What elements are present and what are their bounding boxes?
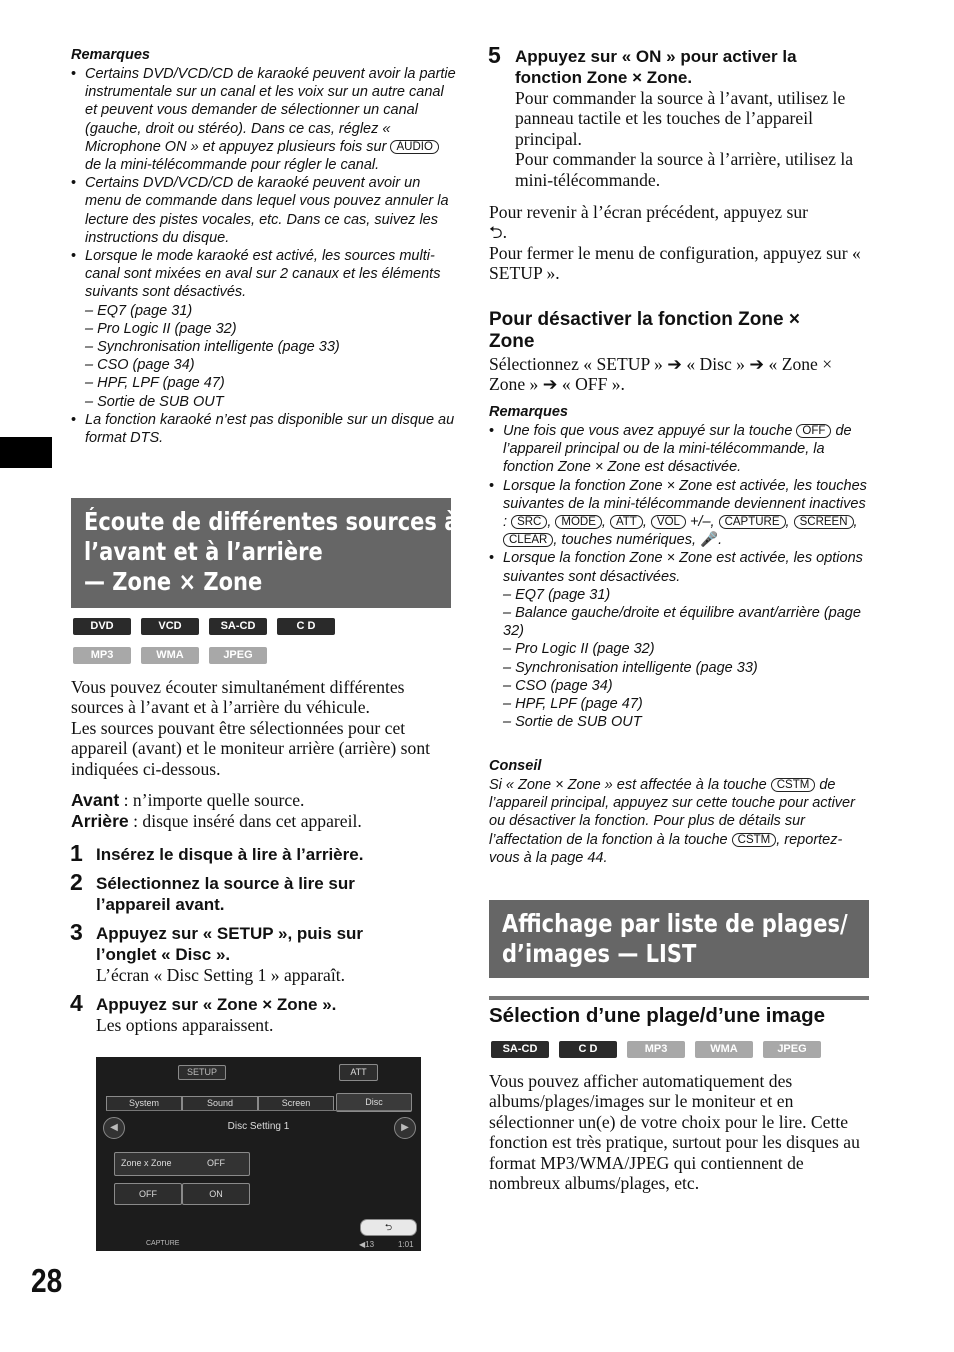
remark-item: • Lorsque le mode karaoké est activé, les sources multi-canal sont mixées en aval sur 2 canaux et les éléments suivants sont désactivés. – EQ7 (page 31) – Pro Logic II (page 32) – Synchronisation intelligente (page 33) – CSO (page 34) – HPF, LPF (page 47) – Sortie de SUB OUT — [71, 247, 456, 411]
microphone-icon: 🎤 — [700, 532, 719, 549]
step-text: Sélectionnez la source à lire sur l’appareil avant. — [96, 874, 355, 914]
setup-button[interactable]: SETUP — [178, 1065, 226, 1080]
att-button[interactable]: ATT — [339, 1064, 378, 1081]
section-title-line: — Zone × Zone — [84, 567, 263, 596]
att-key: ATT — [610, 515, 643, 529]
remarks-heading: Remarques — [71, 47, 150, 63]
remark-item: • Certains DVD/VCD/CD de karaoké peuvent avoir la partie instrumentale sur un canal et les voix sur un autre canal et peuvent vous demander de sélectionner un canal (gauche, droit ou stéréo). Dans ce cas, réglez « Microphone ON » et appuyez plusieurs fois sur AUDIO de la mini-télécommande pour régler le canal. — [71, 65, 456, 174]
cstm-key: CSTM — [732, 833, 777, 847]
section-title-box — [71, 498, 459, 608]
badge-wma: WMA — [695, 1041, 753, 1058]
step-number: 1 — [70, 840, 83, 866]
media-badges-row2 — [73, 645, 267, 664]
badge-vcd: VCD — [141, 618, 199, 635]
sub-item: – CSO (page 34) — [503, 677, 613, 694]
step-text: Insérez le disque à lire à l’arrière. — [96, 845, 364, 864]
step-sub: L’écran « Disc Setting 1 » apparaît. — [96, 965, 346, 985]
sub-item: – Pro Logic II (page 32) — [503, 641, 655, 658]
section-title-line: Écoute de différentes sources à — [84, 507, 459, 536]
sub-item: – HPF, LPF (page 47) — [85, 375, 225, 392]
remarks-list — [489, 422, 869, 731]
intro-text: Vous pouvez écouter simultanément différentes sources à l’avant et à l’arrière du véhicule. Les sources pouvant être sélectionnées pour cet appareil (avant) et le moniteur arrière (arrière) sont indiquées ci-dessous. — [71, 677, 431, 779]
mode-key: MODE — [555, 515, 602, 529]
heading-rule — [489, 996, 869, 1000]
zone-x-zone-row[interactable]: Zone x Zone OFF — [114, 1152, 250, 1176]
page-number: 28 — [31, 1262, 63, 1299]
sub-item: – Synchronisation intelligente (page 33) — [503, 659, 758, 676]
step5-detail: Pour commander la source à l’avant, utilisez le panneau tactile et les touches de l’appareil principal. Pour commander la source à l’arrière, utilisez la mini-télécommande. — [515, 88, 854, 190]
arriere-line: Arrière : disque inséré dans cet appareil. — [71, 811, 362, 831]
sub-item: – EQ7 (page 31) — [503, 586, 611, 603]
close-instruction: Pour fermer le menu de configuration, appuyez sur « SETUP ». — [489, 243, 861, 284]
badge-jpeg: JPEG — [209, 647, 267, 664]
tab-disc[interactable]: Disc — [336, 1093, 412, 1112]
next-arrow-icon[interactable]: ▶ — [394, 1117, 416, 1139]
vol-key: VOL — [651, 515, 686, 529]
badge-cd: C D — [277, 618, 335, 635]
back-arrow-icon: ⮌ — [489, 223, 503, 244]
tab-screen[interactable]: Screen — [258, 1096, 334, 1111]
badge-jpeg: JPEG — [763, 1041, 821, 1058]
speaker-icon: ◀ — [359, 1240, 366, 1249]
media-badges — [491, 1039, 821, 1058]
tip-text: Si « Zone × Zone » est affectée à la touche CSTM de l’appareil principal, appuyez sur cette touche pour activer ou désactiver la fonction. Pour plus de détails sur l’affectation de la fonction à la touche CSTM , reportez-vous à la page 44. — [489, 777, 855, 866]
sub-item: – Synchronisation intelligente (page 33) — [85, 339, 340, 356]
step-number: 5 — [488, 42, 501, 68]
badge-sacd: SA-CD — [491, 1041, 549, 1058]
badge-sacd: SA-CD — [209, 618, 267, 635]
audio-key: AUDIO — [390, 140, 438, 154]
section-title-box — [489, 900, 869, 978]
sub-item: – Balance gauche/droite et équilibre avant/arrière (page 32) — [503, 605, 861, 640]
src-key: SRC — [511, 515, 547, 529]
option-off-button[interactable]: OFF — [114, 1183, 182, 1205]
section-title-line: Affichage par liste de plages/ — [502, 909, 848, 938]
deactivate-text: Sélectionnez « SETUP » ➔ « Disc » ➔ « Zone × Zone » ➔ « OFF ». — [489, 354, 833, 395]
tab-system[interactable]: System — [106, 1096, 182, 1111]
option-on-button[interactable]: ON — [182, 1183, 250, 1205]
clock: 1:01 — [398, 1240, 414, 1249]
section-title-line: d’images — LIST — [502, 939, 697, 968]
badge-cd: C D — [559, 1041, 617, 1058]
list-description: Vous pouvez afficher automatiquement des albums/plages/images sur le moniteur et en sélectionner un(e) de votre choix pour le lire. Cette fonction est très pratique, surtout pour les disques au format MP3/WMA/JPEG qui contiennent de nombreux albums/plages, etc. — [489, 1071, 860, 1194]
off-key: OFF — [796, 424, 831, 438]
tip-heading: Conseil — [489, 758, 542, 774]
media-badges-row1 — [73, 616, 335, 635]
step-number: 2 — [70, 869, 83, 895]
tab-sound[interactable]: Sound — [182, 1096, 258, 1111]
remarks-list — [71, 65, 456, 447]
remark-item: • Certains DVD/VCD/CD de karaoké peuvent avoir un menu de commande dans lequel vous pouvez annuler la lecture des pistes vocales, etc. Dans ce cas, suivez les instructions du disque. — [71, 174, 456, 247]
screen-title: Disc Setting 1 — [227, 1121, 290, 1132]
cstm-key: CSTM — [771, 778, 816, 792]
remark-item: • Lorsque la fonction Zone × Zone est activée, les options suivantes sont désactivées. – EQ7 (page 31) – Balance gauche/droite et équilibre avant/arrière (page 32) – Pro Logic II (page 32) – Synchronisation intelligente (page 33) – CSO (page 34) – HPF, LPF (page 47) – Sortie de SUB OUT — [489, 549, 869, 731]
back-instruction: Pour revenir à l’écran précédent, appuyez sur ⮌. — [489, 202, 808, 244]
setup-screen — [96, 1057, 421, 1251]
badge-wma: WMA — [141, 647, 199, 664]
back-button[interactable]: ⮌ — [360, 1219, 417, 1236]
sub-item: – Sortie de SUB OUT — [85, 393, 224, 410]
step-text: Appuyez sur « ON » pour activer la fonction Zone × Zone. — [515, 47, 797, 87]
remark-item: • Lorsque la fonction Zone × Zone est activée, les touches suivantes de la mini-télécommande deviennent inactives : SRC , MODE , ATT , VOL +/–, CAPTURE , SCREEN , CLEAR , touches numériques, 🎤. — [489, 477, 869, 550]
capture-key: CAPTURE — [719, 515, 786, 529]
sub-item: – HPF, LPF (page 47) — [503, 696, 643, 713]
step-text: Appuyez sur « SETUP », puis sur l’onglet « Disc ». — [96, 924, 364, 964]
badge-dvd: DVD — [73, 618, 131, 635]
side-tab — [0, 437, 52, 468]
prev-arrow-icon[interactable]: ◀ — [103, 1117, 125, 1139]
sub-item: – Sortie de SUB OUT — [503, 714, 642, 731]
screen-key: SCREEN — [794, 515, 854, 529]
step-number: 4 — [70, 990, 83, 1016]
remarks-heading: Remarques — [489, 404, 568, 420]
step-sub: Les options apparaissent. — [96, 1015, 274, 1035]
sub-item: – Pro Logic II (page 32) — [85, 320, 237, 337]
avant-line: Avant : n’importe quelle source. — [71, 790, 305, 810]
section-title-line: l’avant et à l’arrière — [84, 537, 323, 566]
step-number: 3 — [70, 919, 83, 945]
remark-item: • Une fois que vous avez appuyé sur la touche OFF de l’appareil principal ou de la mini-télécommande, la fonction Zone × Zone est désactivée. — [489, 422, 869, 477]
remark-item: • La fonction karaoké n’est pas disponible sur un disque au format DTS. — [71, 411, 456, 447]
sub-item: – CSO (page 34) — [85, 357, 195, 374]
sub-item: – EQ7 (page 31) — [85, 302, 193, 319]
divider — [106, 1110, 411, 1111]
clear-key: CLEAR — [503, 533, 553, 547]
badge-mp3: MP3 — [627, 1041, 685, 1058]
badge-mp3: MP3 — [73, 647, 131, 664]
step-text: Appuyez sur « Zone × Zone ». — [96, 995, 337, 1014]
sub-heading: Sélection d’une plage/d’une image — [489, 1004, 826, 1027]
deactivate-heading: Pour désactiver la fonction Zone × Zone — [489, 309, 800, 352]
volume-indicator: ◀13 — [359, 1240, 375, 1249]
capture-label: CAPTURE — [146, 1240, 180, 1247]
